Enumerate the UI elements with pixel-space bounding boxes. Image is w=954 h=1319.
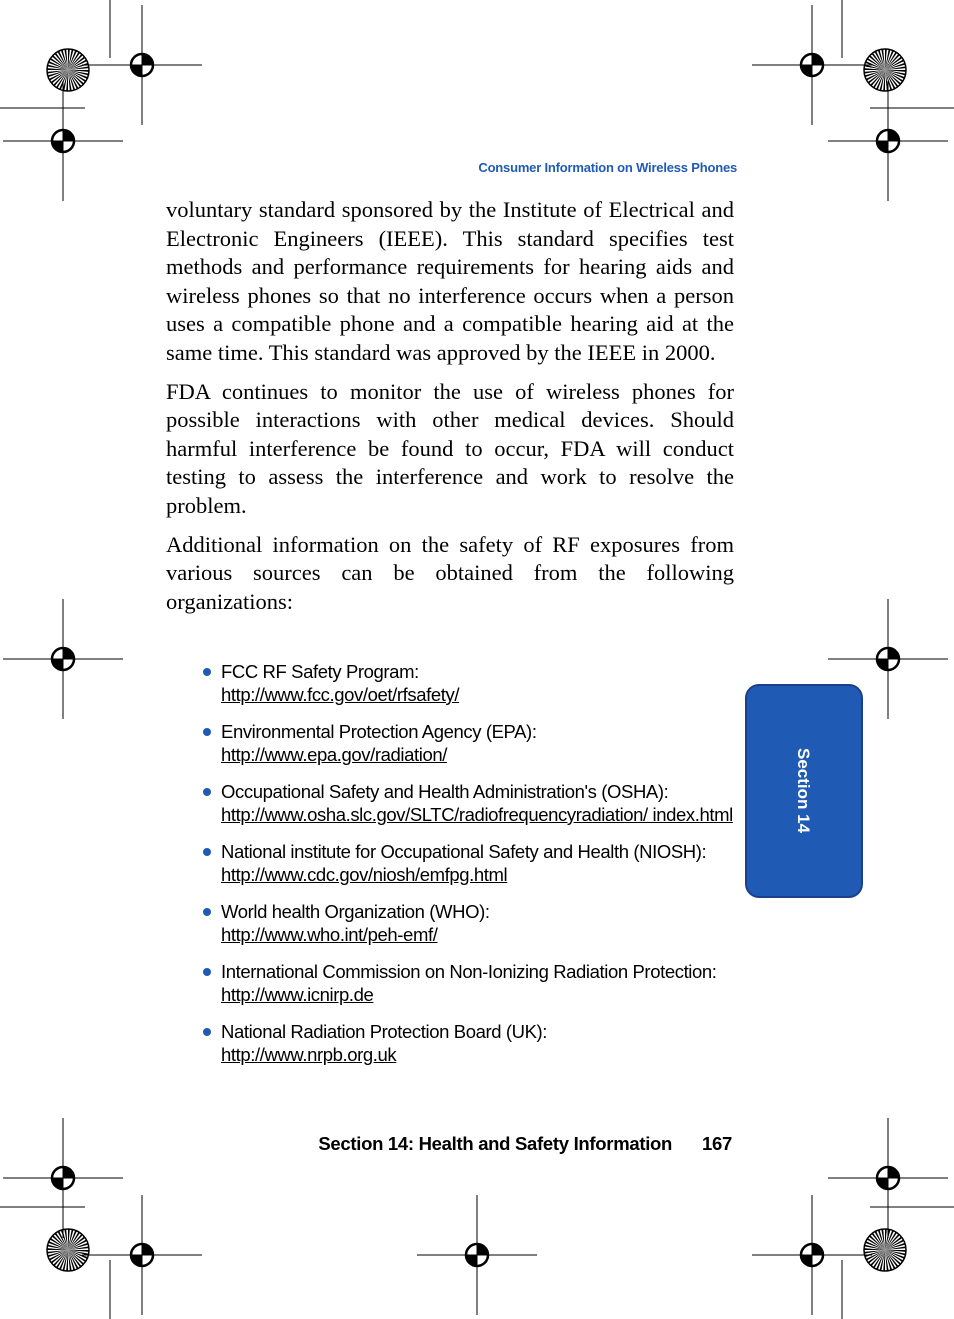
list-item [202, 780, 762, 826]
list-item [202, 1020, 762, 1066]
crosshair-quadrant [801, 1255, 812, 1266]
crosshair-quadrant [52, 659, 63, 670]
paragraph: voluntary standard sponsored by the Institute of Electrical and Electronic Engineers (IEEE). This standard specifies test methods and performance requirements for hearing aids and wireless phones so that no interference occurs when a person uses a compatible phone and a compatible hearing aid at the same time. This standard was approved by the IEEE in 2000. [166, 197, 734, 365]
crosshair-quadrant [812, 1244, 823, 1255]
crosshair-quadrant [142, 1244, 153, 1255]
section-tab-label: Section 14 [794, 748, 813, 834]
organization-link[interactable]: http://www.icnirp.de [221, 984, 374, 1005]
organization-name: National Radiation Protection Board (UK): [221, 1021, 548, 1042]
paragraph: Additional information on the safety of RF exposures from various sources can be obtained from the following organizations: [166, 531, 734, 614]
crosshair-quadrant [131, 65, 142, 76]
list-item [202, 840, 762, 886]
crosshair-quadrant [888, 648, 899, 659]
organization-name: International Commission on Non-Ionizing Radiation Protection: [221, 961, 717, 982]
crosshair-quadrant [63, 130, 74, 141]
organization-link[interactable]: http://www.fcc.gov/oet/rfsafety/ [221, 684, 460, 705]
page-footer [318, 1133, 732, 1155]
organization-link[interactable]: http://www.osha.slc.gov/SLTC/radiofrequencyradiation/ index.html [221, 804, 733, 825]
organization-list [202, 660, 762, 1080]
list-item [202, 960, 762, 1006]
crosshair-quadrant [477, 1244, 488, 1255]
bullet-icon [203, 728, 211, 736]
body-text [166, 196, 734, 626]
crosshair-quadrant [888, 1167, 899, 1178]
organization-link[interactable]: http://www.epa.gov/radiation/ [221, 744, 447, 765]
organization-name: National institute for Occupational Safety and Health (NIOSH): [221, 841, 707, 862]
crosshair-quadrant [888, 130, 899, 141]
crosshair-quadrant [812, 54, 823, 65]
bullet-icon [203, 668, 211, 676]
crosshair-quadrant [52, 141, 63, 152]
organization-name: Environmental Protection Agency (EPA): [221, 721, 537, 742]
crosshair-quadrant [877, 659, 888, 670]
running-header: Consumer Information on Wireless Phones [478, 160, 737, 175]
bullet-icon [203, 968, 211, 976]
crosshair-quadrant [63, 648, 74, 659]
organization-name: World health Organization (WHO): [221, 901, 490, 922]
bullet-icon [203, 788, 211, 796]
list-item [202, 720, 762, 766]
footer-section-title: Section 14: Health and Safety Information [318, 1133, 673, 1154]
crosshair-quadrant [877, 141, 888, 152]
bullet-icon [203, 908, 211, 916]
organization-link[interactable]: http://www.nrpb.org.uk [221, 1044, 397, 1065]
paragraph: FDA continues to monitor the use of wireless phones for possible interactions with other medical devices. Should harmful interference be found to occur, FDA will conduct testing to assess the interference and work to resolve the problem. [166, 378, 734, 518]
organization-link[interactable]: http://www.cdc.gov/niosh/emfpg.html [221, 864, 508, 885]
crosshair-quadrant [142, 54, 153, 65]
organization-link[interactable]: http://www.who.int/peh-emf/ [221, 924, 438, 945]
list-item [202, 900, 762, 946]
list-item [202, 660, 762, 706]
crosshair-quadrant [801, 65, 812, 76]
crosshair-quadrant [52, 1178, 63, 1189]
bullet-icon [203, 848, 211, 856]
crosshair-quadrant [466, 1255, 477, 1266]
crosshair-quadrant [63, 1167, 74, 1178]
page-number: 167 [702, 1133, 732, 1154]
crosshair-quadrant [131, 1255, 142, 1266]
organization-name: FCC RF Safety Program: [221, 661, 419, 682]
crosshair-quadrant [877, 1178, 888, 1189]
organization-name: Occupational Safety and Health Administration's (OSHA): [221, 781, 669, 802]
section-tab [745, 684, 863, 898]
bullet-icon [203, 1028, 211, 1036]
